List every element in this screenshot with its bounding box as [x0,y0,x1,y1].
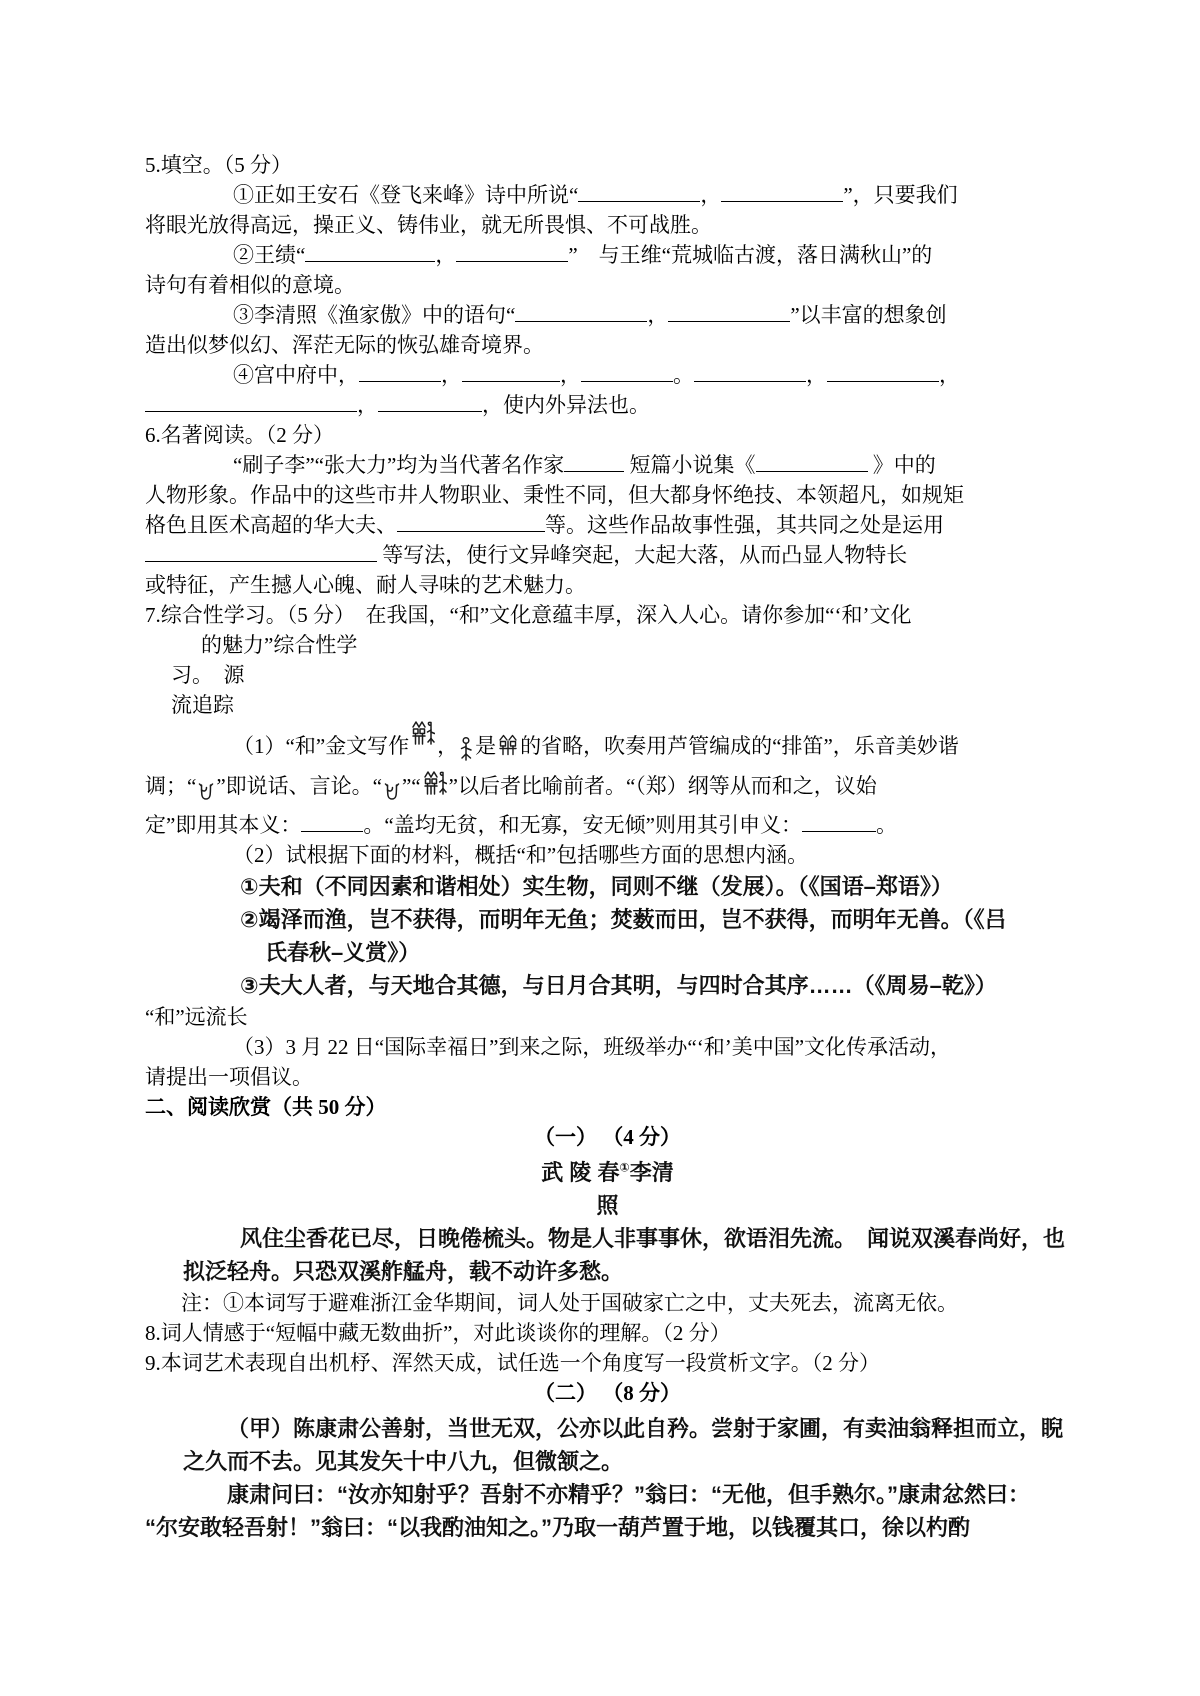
q7-p1-text-i: 。“盖均无贫，和无寡，安无倾”则用其引申义： [363,813,802,837]
poem-author-part1: 李清 [629,1160,674,1185]
exam-text-column [145,150,1070,1544]
q6-line5: 或特征，产生撼人心魄、耐人寻味的艺术魅力。 [145,573,586,597]
passage-jia-line1: （甲）陈康肃公善射，当世无双，公亦以此自矜。尝射于家圃，有卖油翁释担而立，睨 [227,1416,1064,1441]
q7-p1-text-e: ”即说话、言论。“ [216,774,382,798]
poem-body-line2: 拟泛轻舟。只恐双溪舴艋舟，载不动许多愁。 [183,1259,624,1284]
q6-line3 [145,510,1070,540]
bronze-script-glyph-wo-icon [460,736,473,770]
q7-p1-text-h: 定”即用其本义： [145,813,302,837]
q7-he-tail: “和”远流长 [145,1005,248,1029]
q5-item1-text-b: ， [700,183,722,207]
poem-note: 注：①本词写于避难浙江金华期间，词人处于国破家亡之中，丈夫死去，流离无依。 [181,1291,958,1315]
answer-blank [397,514,545,532]
q5-item3-text-a: ③李清照《渔家傲》中的语句“ [233,303,516,327]
part1-heading: （一） （4 分） [534,1125,681,1149]
q5-item4-comma4: ， [939,363,960,387]
q6-text-c: 》中的 [867,453,936,477]
q7-heading-line1: 7.综合性学习。（5 分） 在我国，“和”文化意蕴丰厚，深入人心。请你参加“‘和’文化 [145,603,912,627]
bronze-script-glyph-yan-icon [198,780,214,810]
passage-jia-line3: 康肃问曰：“汝亦知射乎？吾射不亦精乎？”翁曰：“无他，但手熟尔。”康肃忿然曰： [227,1482,1031,1507]
q7-part1-line2 [145,770,1070,810]
q5-item2-line2: 诗句有着相似的意境。 [145,273,355,297]
part2-heading: （二） （8 分） [534,1381,681,1405]
q7-p1-text-g: ”以后者比喻前者。“（郑）纲等从而和之，议始 [448,774,877,798]
q5-item4-line2 [145,390,1070,420]
answer-blank [581,364,673,382]
bronze-script-glyph-yan-icon [384,780,400,810]
q7-heading-line4: 流追踪 [171,693,234,717]
answer-blank [305,244,435,262]
q6-text-f: 等写法，使行文异峰突起，大起大落，从而凸显人物特长 [377,543,908,567]
q7-part3-line2: 请提出一项倡议。 [145,1065,313,1089]
q5-item4-period: 。 [673,363,694,387]
answer-blank [378,394,482,412]
poem-title-line2: 照 [596,1193,619,1218]
answer-blank [564,454,624,472]
bronze-script-glyph-he-icon [411,720,435,754]
answer-blank [694,364,806,382]
q6-heading: 6.名著阅读。（2 分） [145,423,334,447]
q7-p1-text-j: 。 [875,813,897,837]
footnote-marker: ① [619,1160,630,1175]
q7-p1-text-c: 的省略，吹奏用芦管编成的“排笛”，乐音美妙谐 [520,734,959,758]
poem-body-line1: 风住尘香花已尽，日晚倦梳头。物是人非事事休，欲语泪先流。 闻说双溪春尚好，也 [240,1226,1066,1251]
q6-line2: 人物形象。作品中的这些市井人物职业、秉性不同，但大都身怀绝技、本领超凡，如规矩 [145,483,964,507]
q7-material2-line1: ②竭泽而渔，岂不获得，而明年无鱼；焚薮而田，岂不获得，而明年无兽。（《吕 [240,907,1007,932]
answer-blank [578,184,700,202]
answer-blank [145,544,377,562]
q6-line4 [145,540,1070,570]
q7-part2-line: （2）试根据下面的材料，概括“和”包括哪些方面的思想内涵。 [233,843,809,867]
q5-item1-line2: 将眼光放得高远，操正义、铸伟业，就无所畏惧、不可战胜。 [145,213,712,237]
bronze-script-glyph-he-icon [423,770,447,804]
q7-material3: ③夫大人者，与天地合其德，与日月合其明，与四时合其序……（《周易–乾》） [240,973,997,998]
passage-jia-line2: 之久而不去。见其发矢十中八九，但微颔之。 [183,1449,624,1474]
q7-p1-text-d: 调；“ [145,774,197,798]
q5-item1-line1 [145,180,1070,210]
q5-item4-comma2: ， [560,363,581,387]
q7-part1-line1 [145,720,1070,770]
q5-heading: 5.填空。（5 分） [145,153,292,177]
answer-blank [456,244,568,262]
q5-item4-text-a: ④宫中府中， [233,363,359,387]
q7-part1-line3 [145,810,1070,840]
q5-item4-line1 [145,360,1070,390]
bronze-script-glyph-yue-icon [498,734,518,764]
q6-line1 [145,450,1070,480]
q7-material1: ①夫和（不同因素和谐相处）实生物，同则不继（发展）。（《国语–郑语》） [240,874,953,899]
q5-item3-text-c: ”以丰富的想象创 [790,303,947,327]
q7-p1-comma: ， [437,734,459,758]
q7-heading-line3: 习。 源 [171,663,245,687]
q5-item3-line1 [145,300,1070,330]
q6-text-d: 格色且医术高超的华大夫、 [145,513,397,537]
q6-text-a: “刷子李”“张大力”均为当代著名作家 [233,453,565,477]
poem-title-text: 武 陵 春 [541,1160,620,1185]
q7-p1-text-f: ”“ [401,774,421,798]
answer-blank [515,304,647,322]
q7-p1-text-b: 是 [475,734,497,758]
q7-part3-line1: （3）3 月 22 日“国际幸福日”到来之际，班级举办“‘和’美中国”文化传承活动， [233,1035,952,1059]
q7-heading-line2: 的魅力”综合性学 [201,633,358,657]
answer-blank [668,304,790,322]
q5-item3-text-b: ， [647,303,669,327]
answer-blank [359,364,441,382]
question8: 8.词人情感于“短幅中藏无数曲折”，对此谈谈你的理解。（2 分） [145,1321,731,1345]
q5-item1-text-a: ①正如王安石《登飞来峰》诗中所说“ [233,183,579,207]
q5-item2-text-a: ②王绩“ [233,243,306,267]
q7-material2-line2: 氏春秋–义赏》） [265,940,421,965]
section2-heading: 二、阅读欣赏（共 50 分） [145,1095,387,1119]
q5-item4-text-end: ，使内外异法也。 [482,393,650,417]
answer-blank [756,454,868,472]
q5-item2-text-b: ， [435,243,457,267]
answer-blank [721,184,843,202]
passage-jia-line4: “尔安敢轻吾射！”翁曰：“以我酌油知之。”乃取一葫芦置于地，以钱覆其口，徐以杓酌 [145,1515,971,1540]
q5-item3-line2: 造出似梦似幻、浑茫无际的恢弘雄奇境界。 [145,333,544,357]
poem-title-line1 [145,1156,1070,1189]
q5-item4-comma1: ， [441,363,462,387]
q5-item2-text-c: ” 与王维“荒城临古渡，落日满秋山”的 [568,243,933,267]
answer-blank [827,364,939,382]
q5-item2-line1 [145,240,1070,270]
answer-blank [802,814,876,832]
q6-text-b: 短篇小说集《 [624,453,756,477]
q5-item4-comma3: ， [806,363,827,387]
q6-text-e: 等。这些作品故事性强，其共同之处是运用 [545,513,944,537]
answer-blank [145,394,357,412]
q5-item1-text-c: ”，只要我们 [843,183,958,207]
answer-blank [462,364,560,382]
question9: 9.本词艺术表现自出机杼、浑然天成，试任选一个角度写一段赏析文字。（2 分） [145,1351,880,1375]
answer-blank [301,814,363,832]
q5-item4-comma5: ， [357,393,378,417]
q7-p1-text-a: （1）“和”金文写作 [233,734,410,758]
